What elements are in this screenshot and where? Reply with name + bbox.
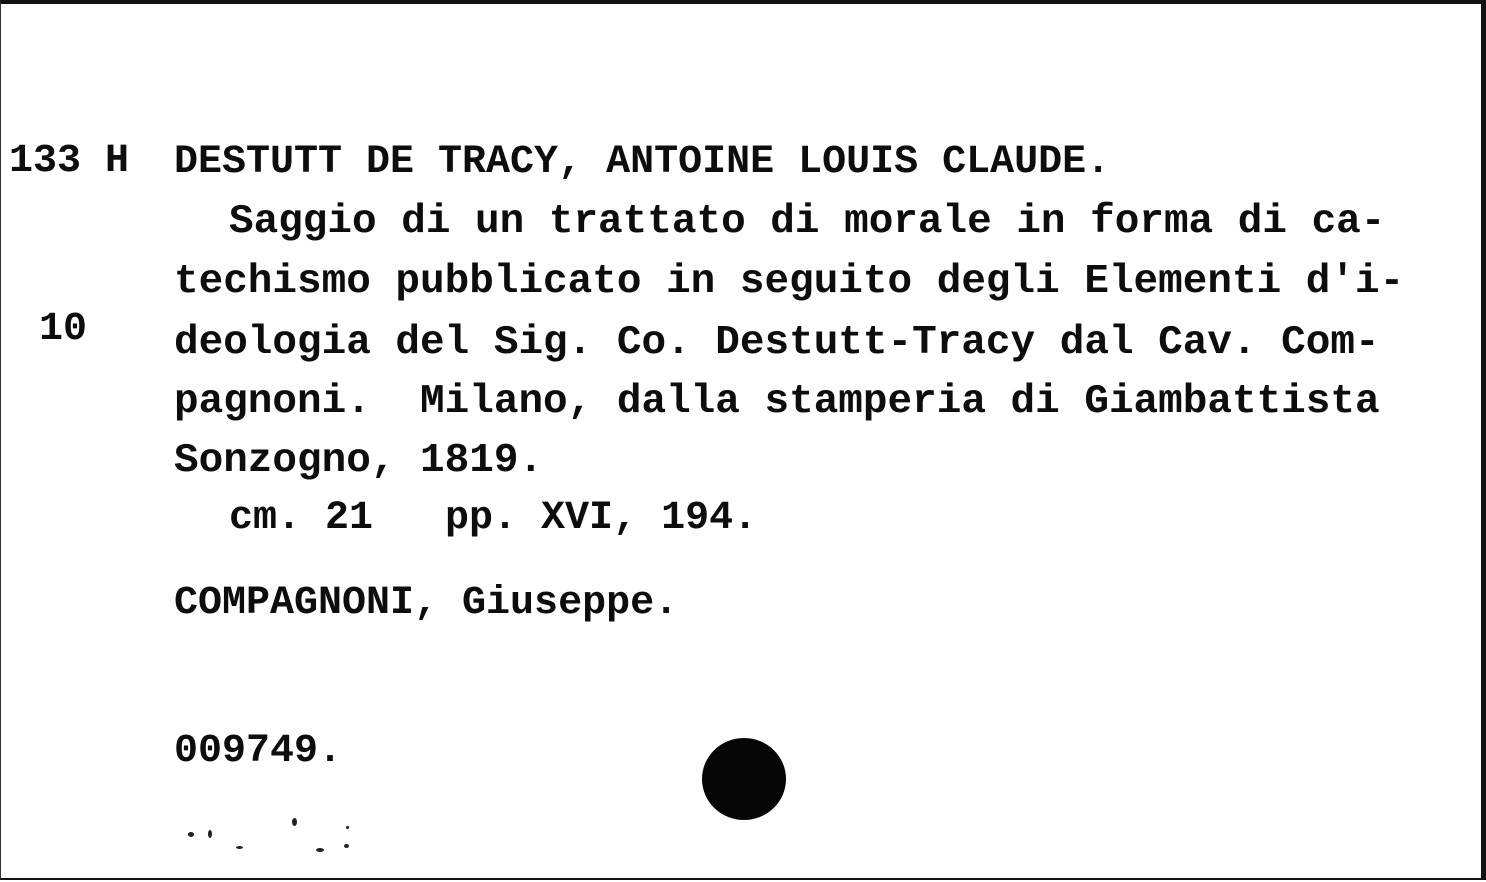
- title-line-3: deologia del Sig. Co. Destutt-Tracy dal Cav. Com-: [174, 320, 1380, 366]
- call-number: [9, 22, 129, 470]
- imprint-line-1: pagnoni. Milano, dalla stamperia di Giambattista: [174, 379, 1380, 425]
- smudge-mark: [292, 818, 297, 826]
- collation: cm. 21 pp. XVI, 194.: [229, 496, 758, 541]
- call-number-line-1: 133 H: [9, 139, 130, 184]
- punch-hole: [702, 738, 786, 820]
- smudge-mark: [188, 832, 194, 837]
- smudge-mark: [208, 830, 212, 838]
- smudge-mark: [346, 826, 349, 829]
- title-line-2: techismo pubblicato in seguito degli Elementi d'i-: [174, 259, 1405, 305]
- smudge-marks: [176, 804, 376, 864]
- smudge-mark: [236, 846, 243, 849]
- title-line-1: Saggio di un trattato di morale in forma di ca-: [229, 199, 1386, 245]
- imprint-line-2: Sonzogno, 1819.: [174, 438, 544, 484]
- smudge-mark: [316, 848, 324, 852]
- added-entry: COMPAGNONI, Giuseppe.: [174, 581, 679, 626]
- author-heading: DESTUTT DE TRACY, ANTOINE LOUIS CLAUDE.: [174, 140, 1111, 185]
- smudge-mark: [344, 844, 349, 848]
- call-number-line-2: 10: [39, 307, 88, 352]
- card-id: 009749.: [174, 729, 343, 774]
